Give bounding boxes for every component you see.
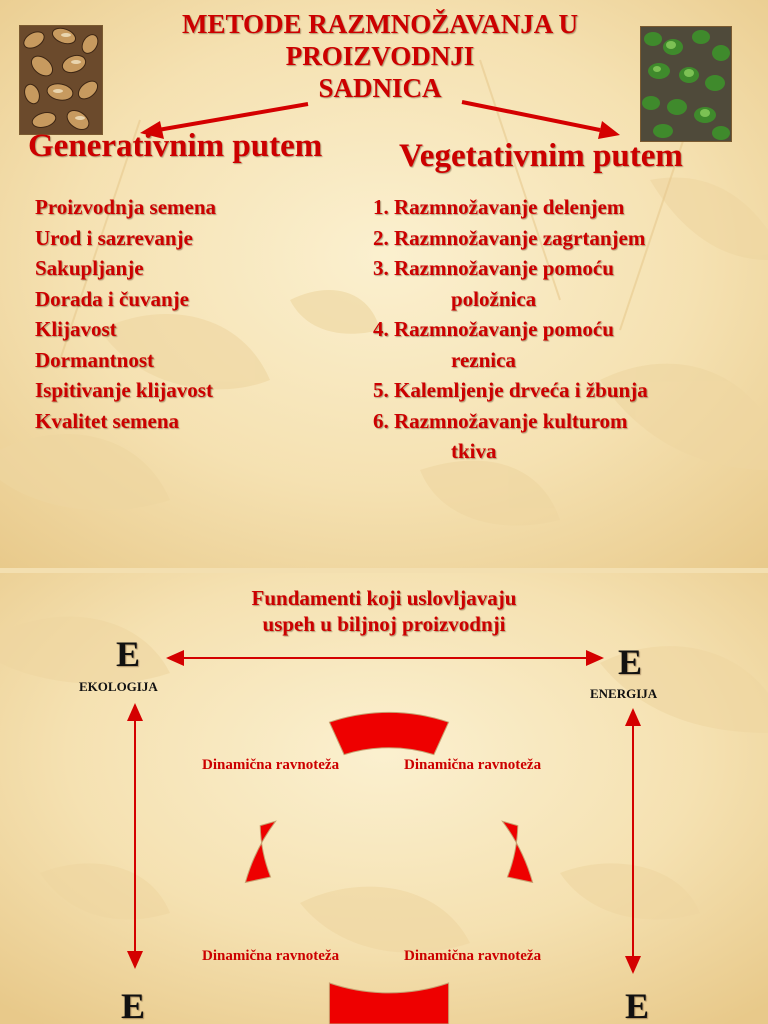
ring-segment-top	[329, 712, 448, 754]
list-item: Dormantnost	[35, 347, 154, 372]
list-item: Dorada i čuvanje	[35, 286, 189, 311]
arrow-icon	[158, 104, 308, 130]
balance-label-top-left: Dinamična ravnoteža	[202, 757, 340, 773]
ring-segment-right	[502, 821, 532, 882]
list-item: Sakupljanje	[35, 256, 144, 280]
title-line-1: Fundamenti koji uslovljavaju	[251, 586, 517, 610]
list-item: 4. Razmnožavanje pomoću	[373, 317, 614, 341]
arrow-icon	[462, 102, 600, 130]
title-line-2: uspeh u biljnoj proizvodnji	[262, 612, 506, 636]
balance-label-bottom-left: Dinamična ravnoteža	[202, 948, 340, 964]
list-item: Klijavost	[35, 317, 117, 341]
title-line-3: SADNICA	[318, 73, 442, 103]
list-item: Urod i sazrevanje	[35, 225, 193, 250]
title-line-2: PROIZVODNJI	[285, 41, 475, 71]
arrow-icon	[598, 121, 620, 139]
list-item: Ispitivanje klijavost	[35, 378, 213, 402]
ring-segment-left	[245, 821, 275, 882]
corner-letter-bottom-left: E	[121, 986, 146, 1024]
corner-letter-bottom-right: E	[625, 986, 650, 1024]
slide-2	[0, 573, 768, 1024]
corner-letter-top-right: E	[618, 642, 643, 682]
corner-letter-top-left: E	[116, 634, 141, 674]
ecology-label: EKOLOGIJA	[79, 679, 158, 694]
ring-segment-bottom	[329, 983, 448, 1024]
energy-label: ENERGIJA	[590, 686, 658, 701]
list-item: 1. Razmnožavanje delenjem	[373, 195, 625, 219]
vegetative-heading: Vegetativnim putem	[399, 138, 683, 174]
generative-heading: Generativnim putem	[28, 128, 323, 164]
balance-label-top-right: Dinamična ravnoteža	[404, 757, 542, 773]
vegetative-list	[373, 192, 648, 467]
generative-list	[35, 192, 216, 436]
list-item: 5. Kalemljenje drveća i žbunja	[373, 378, 648, 402]
list-item: Kvalitet semena	[35, 408, 180, 433]
title-line-1: METODE RAZMNOŽAVANJA U	[181, 9, 579, 39]
balance-label-bottom-right: Dinamična ravnoteža	[404, 948, 542, 964]
list-item: 2. Razmnožavanje zagrtanjem	[373, 225, 646, 250]
list-item-continuation: reznica	[451, 347, 516, 372]
list-item-continuation: tkiva	[451, 439, 497, 463]
list-item: Proizvodnja semena	[35, 195, 217, 219]
list-item: 3. Razmnožavanje pomoću	[373, 256, 614, 280]
list-item: 6. Razmnožavanje kulturom	[373, 408, 628, 433]
list-item-continuation: položnica	[451, 286, 537, 311]
